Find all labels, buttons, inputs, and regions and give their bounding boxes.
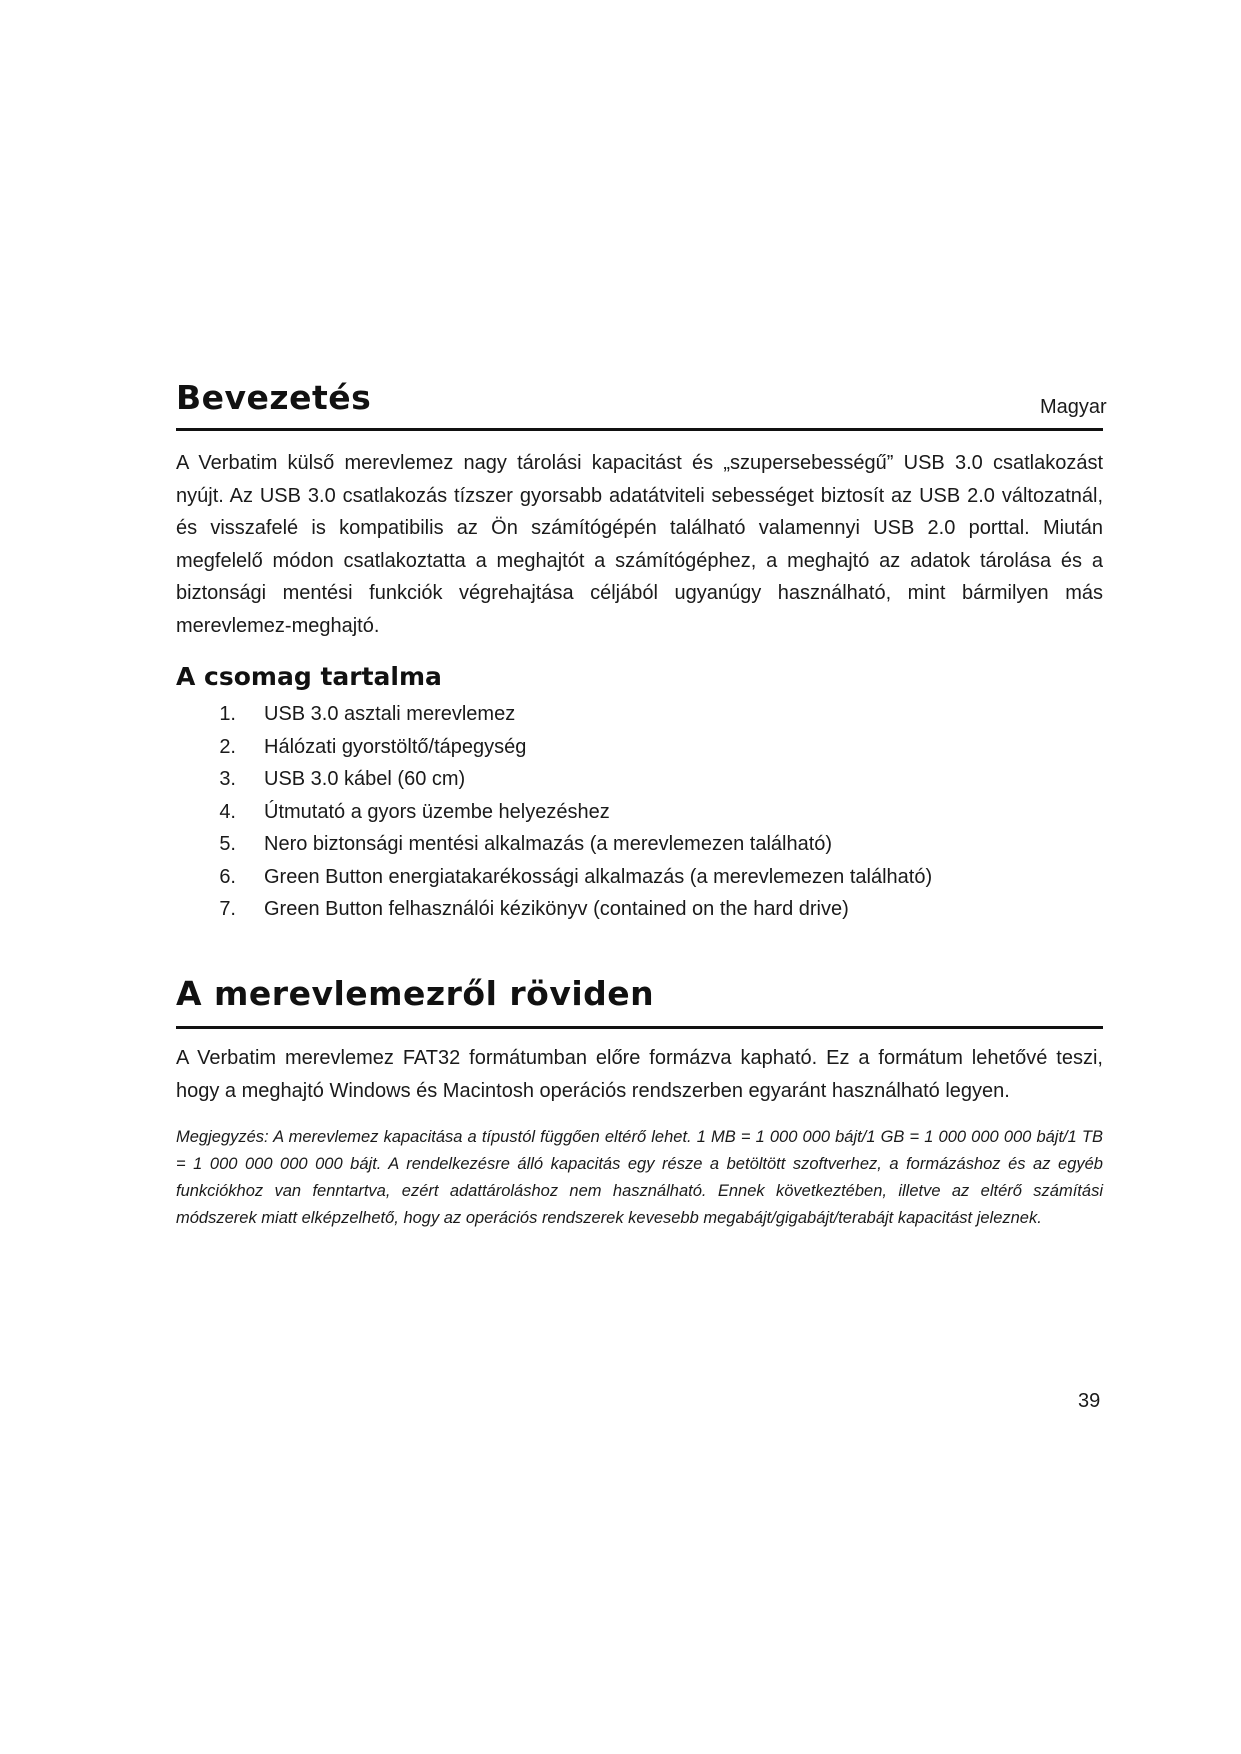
list-item-number: 4.	[219, 800, 236, 823]
list-item-text: Hálózati gyorstöltő/tápegység	[264, 735, 527, 758]
drive-paragraph: A Verbatim merevlemez FAT32 formátumban előre formázva kapható. Ez a formátum lehetővé teszi, hogy a meghajtó Windows és Macintosh operációs rendszerben egyaránt használható legyen.	[176, 1047, 1103, 1102]
list-item	[176, 763, 932, 796]
list-item	[176, 828, 932, 861]
list-item-text: Útmutató a gyors üzembe helyezéshez	[264, 800, 610, 823]
list-item-text: USB 3.0 kábel (60 cm)	[264, 768, 466, 790]
package-contents-list	[176, 698, 932, 926]
capacity-note: Megjegyzés: A merevlemez kapacitása a típustól függően eltérő lehet. 1 MB = 1 000 000 bájt/1 GB = 1 000 000 000 bájt/1 TB = 1 000 000 000 000 bájt. A rendelkezésre álló kapacitás egy része a betöltött szoftverhez, a formázáshoz és az egyéb funkciókhoz van fenntartva, ezért adattároláshoz nem használható. Ennek következtében, illetve az eltérő számítási módszerek miatt elképzelhető, hogy az operációs rendszerek kevesebb megabájt/gigabájt/terabájt kapacitást jeleznek.	[176, 1128, 1103, 1227]
list-item-number: 5.	[219, 833, 236, 855]
section-title-introduction: Bevezetés	[176, 378, 372, 417]
language-label: Magyar	[1040, 396, 1107, 418]
list-item	[176, 731, 932, 764]
list-item	[176, 893, 932, 926]
list-item-number: 6.	[219, 865, 236, 888]
list-item	[176, 796, 932, 829]
list-item-text: Green Button energiatakarékossági alkalmazás (a merevlemezen található)	[264, 865, 933, 888]
list-item-text: Nero biztonsági mentési alkalmazás (a merevlemezen található)	[264, 833, 833, 855]
list-item-number: 2.	[219, 735, 236, 758]
list-item	[176, 861, 932, 894]
intro-paragraph: A Verbatim külső merevlemez nagy tárolási kapacitást és „szupersebességű” USB 3.0 csatlakozást nyújt. Az USB 3.0 csatlakozás tízszer gyorsabb adatátviteli sebességet biztosít az USB 2.0 változatnál, és visszafelé is kompatibilis az Ön számítógépén található valamennyi USB 2.0 porttal. Miután megfelelő módon csatlakoztatta a meghajtót a számítógéphez, a meghajtó az adatok tárolása és a biztonsági mentési funkciók végrehajtása céljából ugyanúgy használható, mint bármilyen más merevlemez-meghajtó.	[176, 452, 1103, 637]
page-number: 39	[1078, 1390, 1101, 1412]
list-item-text: USB 3.0 asztali merevlemez	[264, 703, 516, 725]
list-item-number: 1.	[219, 703, 236, 725]
list-item-number: 3.	[219, 768, 236, 790]
list-item	[176, 698, 932, 731]
list-item-number: 7.	[219, 898, 236, 920]
title-rule-introduction	[176, 428, 1103, 431]
title-rule-drive-overview	[176, 1026, 1103, 1029]
section-title-drive-overview: A merevlemezről röviden	[176, 974, 655, 1013]
package-contents-heading: A csomag tartalma	[176, 662, 442, 691]
list-item-text: Green Button felhasználói kézikönyv (contained on the hard drive)	[264, 898, 849, 920]
